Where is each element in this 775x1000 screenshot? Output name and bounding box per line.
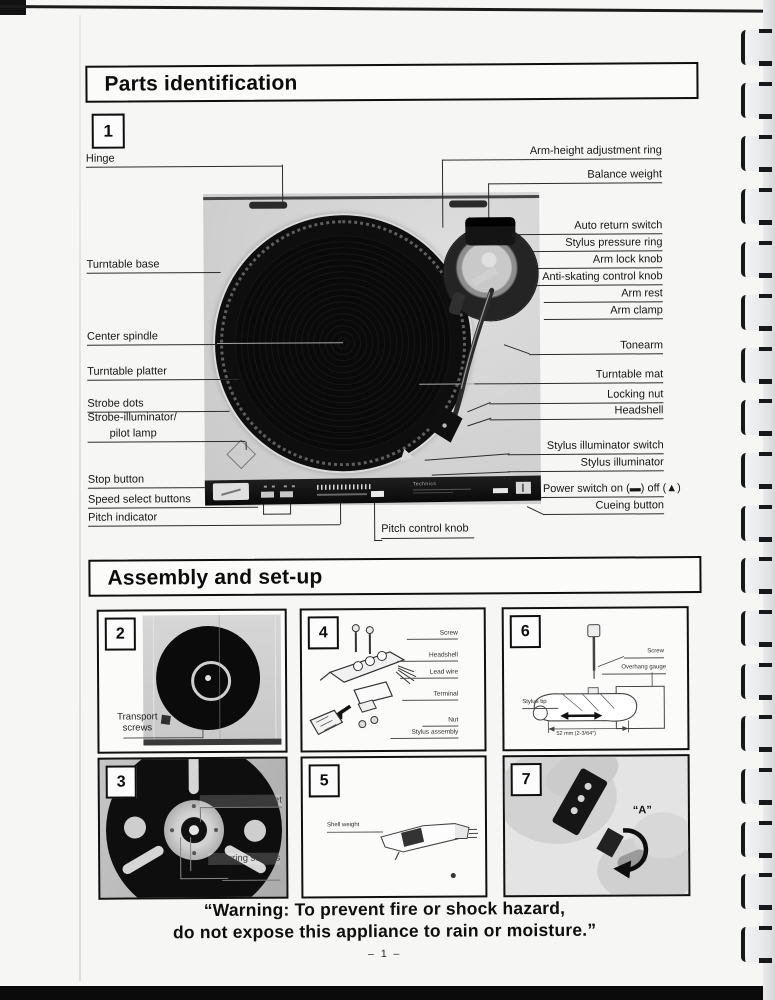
speed-select-button-graphic — [280, 491, 293, 497]
label-tonearm: Tonearm — [529, 339, 663, 355]
figure-1-badge — [92, 114, 125, 149]
platter-slot — [189, 757, 199, 795]
label-turntable-mat: Turntable mat — [474, 368, 663, 384]
label-arm-height-ring: Arm-height adjustment ring — [442, 144, 662, 160]
label-auto-return: Auto return switch — [518, 219, 662, 235]
label-stylus-illuminator: Stylus illuminator — [508, 456, 664, 472]
label-stylus-tip: Stylus tip — [522, 699, 558, 709]
warning-line-1: “Warning: To prevent fire or shock hazard, — [203, 897, 566, 921]
leader-line — [202, 729, 203, 738]
label-pitch-indicator: Pitch indicator — [88, 510, 340, 527]
panel-3-number: 3 — [116, 773, 126, 791]
cueing-button-mark — [522, 484, 524, 492]
label-a: “A” — [632, 804, 652, 817]
label-speed-select: Speed select buttons — [88, 493, 258, 509]
panel-5-badge — [309, 764, 340, 797]
leader-line — [180, 837, 181, 879]
label-center-spindle: Center spindle — [87, 330, 217, 346]
speed-indicator-dot — [264, 486, 267, 488]
label-stop-button: Stop button — [88, 473, 205, 489]
parts-section-title: Parts identification — [104, 71, 298, 96]
assembly-section-title: Assembly and set-up — [107, 565, 323, 590]
leader-line — [374, 503, 375, 541]
securing-screw-dot — [192, 851, 196, 855]
assembly-section-header — [88, 556, 701, 597]
label-arm-rest: Arm rest — [544, 287, 663, 303]
front-control-bar — [205, 476, 541, 506]
panel-6-badge — [510, 615, 541, 648]
label-magnet: Magnet — [200, 795, 282, 809]
label-hinge: Hinge — [86, 152, 282, 168]
securing-screw-dot — [214, 828, 218, 832]
label-screw-6: Screw — [624, 648, 664, 658]
label-locking-nut: Locking nut — [489, 388, 663, 404]
turntable-photo — [203, 192, 541, 506]
label-overhang-dimension: 52 mm (2-3/64″) — [556, 730, 596, 737]
leader-line — [190, 837, 191, 871]
label-overhang-gauge: Overhang gauge — [602, 664, 666, 674]
label-arm-lock-knob: Arm lock knob — [519, 253, 663, 269]
pitch-control-knob-graphic — [371, 491, 384, 497]
label-stylus-assembly: Stylus assembly — [390, 729, 458, 739]
speed-indicator-dot — [284, 485, 287, 487]
leader-line — [340, 503, 341, 524]
securing-screw-dot — [192, 804, 196, 808]
label-arm-clamp: Arm clamp — [544, 304, 663, 320]
label-turntable-platter: Turntable platter — [87, 365, 239, 381]
spindle-dot — [205, 675, 211, 681]
panel-5-number: 5 — [319, 771, 329, 789]
panel-7-badge — [511, 763, 542, 796]
leader-line — [200, 808, 201, 822]
platter-graphic — [156, 626, 261, 731]
panel-2-number: 2 — [115, 625, 125, 643]
label-cueing-button: Cueing button — [543, 499, 664, 515]
label-strobe-dots: Strobe dots — [87, 397, 229, 413]
label-transport-screws: Transport screws — [117, 711, 158, 734]
stop-button-mark — [221, 488, 241, 495]
magnet-hub — [164, 800, 224, 860]
label-pitch-control-knob: Pitch control knob — [381, 522, 475, 539]
tonearm-graphic — [203, 192, 541, 506]
panel-3-badge — [106, 765, 137, 798]
panel-4-badge — [308, 616, 339, 649]
label-headshell-part: Headshell — [397, 652, 458, 662]
panel-5 — [301, 755, 488, 898]
label-terminal: Terminal — [402, 691, 458, 701]
panel-7-number: 7 — [521, 770, 531, 788]
panel-3 — [98, 757, 289, 900]
label-anti-skating: Anti-skating control knob — [477, 270, 663, 286]
label-strobe-illuminator-1: Strobe-illuminator/ — [87, 411, 177, 424]
speed-indicator-dot — [272, 485, 275, 487]
parts-section-header — [85, 62, 698, 103]
label-balance-weight: Balance weight — [488, 168, 662, 184]
stop-button-graphic — [213, 483, 249, 501]
label-turntable-base: Turntable base — [87, 258, 221, 274]
hub-center — [189, 825, 199, 835]
label-lead-wire: Lead wire — [400, 669, 458, 679]
power-switch-graphic — [493, 488, 508, 493]
label-stylus-illuminator-switch: Stylus illuminator switch — [508, 439, 664, 455]
label-securing-screws: Securing screws — [208, 853, 280, 865]
label-stylus-pressure-ring: Stylus pressure ring — [503, 236, 662, 252]
brand-text: Technics — [412, 481, 437, 488]
panel-4 — [300, 607, 487, 752]
speed-select-button-graphic — [261, 492, 274, 498]
panel-4-number: 4 — [318, 623, 328, 641]
label-screw: Screw — [407, 630, 458, 640]
leader-line — [527, 506, 545, 515]
warning-line-2: do not expose this appliance to rain or moisture.” — [172, 919, 597, 943]
brand-caption-line — [413, 489, 471, 491]
deck-front-edge — [143, 739, 281, 746]
page-number: – 1 – — [368, 947, 402, 961]
cueing-button-graphic — [516, 482, 531, 494]
speed-indicator-dot — [292, 485, 295, 487]
reflection-line — [275, 615, 277, 745]
panel-2 — [97, 609, 288, 754]
panel-6 — [502, 606, 690, 751]
leader-line — [374, 540, 382, 541]
warning-text — [54, 896, 714, 944]
panel-7 — [503, 754, 691, 897]
label-headshell: Headshell — [489, 404, 663, 420]
label-strobe-illuminator-2: pilot lamp — [88, 427, 246, 443]
securing-screw-dot — [170, 828, 174, 832]
pitch-scale-caption-line — [317, 493, 367, 495]
figure-1-number: 1 — [103, 121, 114, 141]
platter-slot — [121, 844, 166, 876]
platter-hole — [244, 820, 266, 842]
panel-2-badge — [105, 617, 136, 650]
platter-hole — [124, 816, 146, 838]
platter-center-ring — [191, 661, 231, 701]
pitch-indicator-scale — [317, 484, 371, 490]
label-power-switch: Power switch on (▬) off (▲) — [543, 482, 664, 498]
brand-caption-line — [413, 492, 453, 494]
label-shell-weight: Shell weight — [326, 822, 360, 829]
panel-6-number: 6 — [520, 622, 530, 640]
label-nut: Nut — [422, 717, 458, 727]
